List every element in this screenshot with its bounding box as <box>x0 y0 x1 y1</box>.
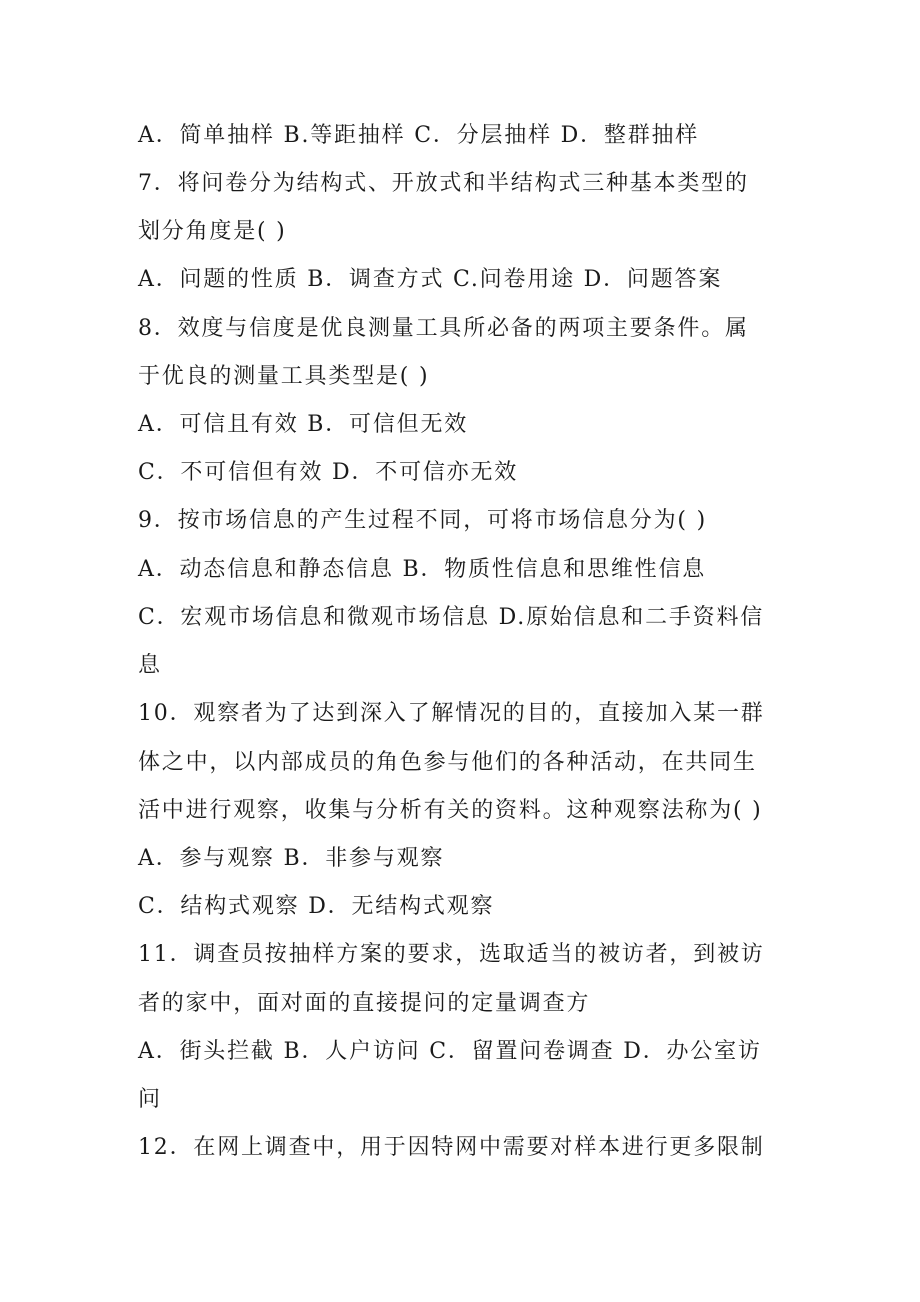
text-line: C．宏观市场信息和微观市场信息 D.原始信息和二手资料信 <box>138 605 765 630</box>
text-line: 7．将问卷分为结构式、开放式和半结构式三种基本类型的 <box>138 171 749 196</box>
text-line: 者的家中，面对面的直接提问的定量调查方 <box>138 991 591 1016</box>
text-line: 12．在网上调查中，用于因特网中需要对样本进行更多限制 <box>138 1135 765 1160</box>
text-line: 问 <box>138 1087 162 1112</box>
text-line: 于优良的测量工具类型是( ) <box>138 364 430 389</box>
text-line: 10．观察者为了达到深入了解情况的目的，直接加入某一群 <box>138 701 765 726</box>
text-line: C．结构式观察 D．无结构式观察 <box>138 894 495 919</box>
text-line: 9．按市场信息的产生过程不同，可将市场信息分为( ) <box>138 508 707 533</box>
text-line: A．动态信息和静态信息 B．物质性信息和思维性信息 <box>138 557 707 582</box>
text-line: 活中进行观察，收集与分析有关的资料。这种观察法称为( ) <box>138 798 763 823</box>
text-line: 8．效度与信度是优良测量工具所必备的两项主要条件。属 <box>138 316 749 341</box>
text-line: 体之中，以内部成员的角色参与他们的各种活动，在共同生 <box>138 750 757 775</box>
text-line: A．简单抽样 B.等距抽样 C．分层抽样 D．整群抽样 <box>138 123 700 148</box>
text-line: C．不可信但有效 D．不可信亦无效 <box>138 460 519 485</box>
text-line: A．街头拦截 B．人户访问 C．留置问卷调查 D．办公室访 <box>138 1039 762 1064</box>
text-line: A．可信且有效 B．可信但无效 <box>138 412 469 437</box>
text-line: 11．调查员按抽样方案的要求，选取适当的被访者，到被访 <box>138 942 765 967</box>
text-line: 息 <box>138 653 162 678</box>
text-line: A．参与观察 B．非参与观察 <box>138 846 445 871</box>
text-line: 划分角度是( ) <box>138 219 287 244</box>
text-line: A．问题的性质 B．调查方式 C.问卷用途 D．问题答案 <box>138 267 723 292</box>
